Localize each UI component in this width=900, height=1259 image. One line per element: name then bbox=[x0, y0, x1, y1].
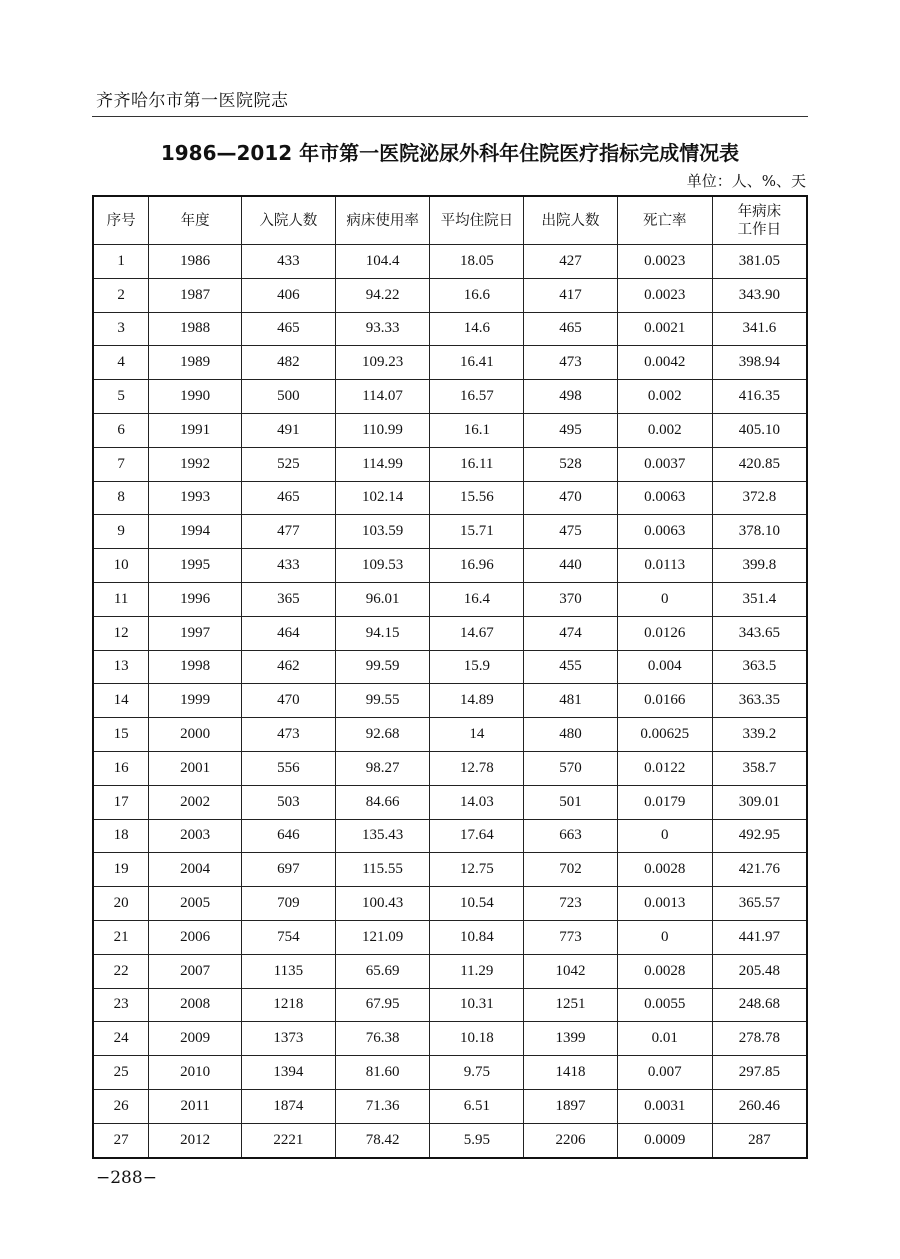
table-cell: 8 bbox=[93, 481, 149, 515]
table-cell: 0.01 bbox=[617, 1022, 712, 1056]
table-row bbox=[93, 751, 807, 785]
table-cell: 1373 bbox=[242, 1022, 336, 1056]
table-cell: 1989 bbox=[149, 346, 242, 380]
table-cell: 3 bbox=[93, 312, 149, 346]
table-cell: 473 bbox=[524, 346, 618, 380]
table-cell: 491 bbox=[242, 413, 336, 447]
table-cell: 103.59 bbox=[335, 515, 430, 549]
table-cell: 2221 bbox=[242, 1123, 336, 1157]
table-cell: 481 bbox=[524, 684, 618, 718]
table-cell: 16.96 bbox=[430, 549, 524, 583]
table-cell: 1998 bbox=[149, 650, 242, 684]
table-cell: 65.69 bbox=[335, 954, 430, 988]
table-cell: 416.35 bbox=[712, 380, 807, 414]
table-cell: 465 bbox=[524, 312, 618, 346]
table-cell: 2003 bbox=[149, 819, 242, 853]
table-cell: 0.0013 bbox=[617, 887, 712, 921]
table-row bbox=[93, 954, 807, 988]
table-cell: 10.54 bbox=[430, 887, 524, 921]
table-cell: 398.94 bbox=[712, 346, 807, 380]
table-cell: 0.002 bbox=[617, 413, 712, 447]
table-cell: 94.22 bbox=[335, 278, 430, 312]
header-rule bbox=[92, 116, 808, 117]
table-row bbox=[93, 582, 807, 616]
table-cell: 99.55 bbox=[335, 684, 430, 718]
table-cell: 205.48 bbox=[712, 954, 807, 988]
table-cell: 11 bbox=[93, 582, 149, 616]
table-cell: 10.31 bbox=[430, 988, 524, 1022]
table-row bbox=[93, 684, 807, 718]
table-cell: 92.68 bbox=[335, 718, 430, 752]
table-row bbox=[93, 819, 807, 853]
table-cell: 10.18 bbox=[430, 1022, 524, 1056]
table-cell: 378.10 bbox=[712, 515, 807, 549]
table-cell: 21 bbox=[93, 920, 149, 954]
table-cell: 477 bbox=[242, 515, 336, 549]
table-cell: 1992 bbox=[149, 447, 242, 481]
table-cell: 0.004 bbox=[617, 650, 712, 684]
table-cell: 1986 bbox=[149, 245, 242, 279]
table-cell: 0.0063 bbox=[617, 515, 712, 549]
table-cell: 16.11 bbox=[430, 447, 524, 481]
table-cell: 16.4 bbox=[430, 582, 524, 616]
table-row bbox=[93, 616, 807, 650]
table-row bbox=[93, 481, 807, 515]
table-cell: 14.6 bbox=[430, 312, 524, 346]
table-cell: 363.35 bbox=[712, 684, 807, 718]
table-cell: 10.84 bbox=[430, 920, 524, 954]
table-cell: 0.0023 bbox=[617, 245, 712, 279]
table-cell: 441.97 bbox=[712, 920, 807, 954]
table-cell: 2007 bbox=[149, 954, 242, 988]
table-cell: 1991 bbox=[149, 413, 242, 447]
column-header: 平均住院日 bbox=[430, 196, 524, 245]
data-table bbox=[92, 195, 808, 1159]
table-cell: 0.0055 bbox=[617, 988, 712, 1022]
table-cell: 260.46 bbox=[712, 1089, 807, 1123]
table-cell: 16.1 bbox=[430, 413, 524, 447]
table-cell: 343.90 bbox=[712, 278, 807, 312]
running-header: 齐齐哈尔市第一医院院志 bbox=[96, 91, 289, 111]
table-cell: 500 bbox=[242, 380, 336, 414]
table-cell: 2 bbox=[93, 278, 149, 312]
table-cell: 709 bbox=[242, 887, 336, 921]
table-cell: 76.38 bbox=[335, 1022, 430, 1056]
table-cell: 12 bbox=[93, 616, 149, 650]
table-cell: 16 bbox=[93, 751, 149, 785]
table-cell: 427 bbox=[524, 245, 618, 279]
table-cell: 0.00625 bbox=[617, 718, 712, 752]
table-cell: 15 bbox=[93, 718, 149, 752]
table-cell: 475 bbox=[524, 515, 618, 549]
table-cell: 0.0037 bbox=[617, 447, 712, 481]
table-row bbox=[93, 988, 807, 1022]
table-cell: 370 bbox=[524, 582, 618, 616]
table-cell: 482 bbox=[242, 346, 336, 380]
table-cell: 2001 bbox=[149, 751, 242, 785]
table-cell: 0.0113 bbox=[617, 549, 712, 583]
table-cell: 1042 bbox=[524, 954, 618, 988]
table-cell: 465 bbox=[242, 481, 336, 515]
table-cell: 0.0023 bbox=[617, 278, 712, 312]
table-cell: 4 bbox=[93, 346, 149, 380]
table-cell: 24 bbox=[93, 1022, 149, 1056]
table-cell: 455 bbox=[524, 650, 618, 684]
table-row bbox=[93, 853, 807, 887]
table-cell: 99.59 bbox=[335, 650, 430, 684]
unit-note: 单位：人、%、天 bbox=[686, 172, 806, 190]
table-cell: 7 bbox=[93, 447, 149, 481]
table-cell: 495 bbox=[524, 413, 618, 447]
table-cell: 0.0028 bbox=[617, 954, 712, 988]
table-cell: 20 bbox=[93, 887, 149, 921]
table-cell: 2010 bbox=[149, 1056, 242, 1090]
table-cell: 13 bbox=[93, 650, 149, 684]
table-row bbox=[93, 346, 807, 380]
table-cell: 0 bbox=[617, 920, 712, 954]
table-cell: 358.7 bbox=[712, 751, 807, 785]
table-cell: 365.57 bbox=[712, 887, 807, 921]
table-cell: 114.99 bbox=[335, 447, 430, 481]
table-cell: 0.0031 bbox=[617, 1089, 712, 1123]
table-cell: 440 bbox=[524, 549, 618, 583]
table-cell: 433 bbox=[242, 549, 336, 583]
table-cell: 773 bbox=[524, 920, 618, 954]
table-cell: 2206 bbox=[524, 1123, 618, 1157]
table-row bbox=[93, 650, 807, 684]
table-cell: 528 bbox=[524, 447, 618, 481]
table-cell: 5 bbox=[93, 380, 149, 414]
table-row bbox=[93, 245, 807, 279]
table-cell: 2004 bbox=[149, 853, 242, 887]
table-cell: 372.8 bbox=[712, 481, 807, 515]
table-cell: 381.05 bbox=[712, 245, 807, 279]
table-cell: 16.6 bbox=[430, 278, 524, 312]
table-body bbox=[93, 245, 807, 1158]
table-cell: 399.8 bbox=[712, 549, 807, 583]
table-cell: 0 bbox=[617, 582, 712, 616]
table-cell: 110.99 bbox=[335, 413, 430, 447]
table-cell: 0.0042 bbox=[617, 346, 712, 380]
table-row bbox=[93, 515, 807, 549]
table-cell: 1218 bbox=[242, 988, 336, 1022]
table-cell: 702 bbox=[524, 853, 618, 887]
table-cell: 16.41 bbox=[430, 346, 524, 380]
table-cell: 556 bbox=[242, 751, 336, 785]
table-cell: 405.10 bbox=[712, 413, 807, 447]
table-cell: 503 bbox=[242, 785, 336, 819]
table-cell: 15.9 bbox=[430, 650, 524, 684]
table-cell: 78.42 bbox=[335, 1123, 430, 1157]
table-cell: 104.4 bbox=[335, 245, 430, 279]
table-cell: 0.007 bbox=[617, 1056, 712, 1090]
table-cell: 23 bbox=[93, 988, 149, 1022]
table-cell: 84.66 bbox=[335, 785, 430, 819]
table-cell: 1418 bbox=[524, 1056, 618, 1090]
column-header: 年病床 工作日 bbox=[712, 196, 807, 245]
table-cell: 12.78 bbox=[430, 751, 524, 785]
column-header: 序号 bbox=[93, 196, 149, 245]
table-cell: 114.07 bbox=[335, 380, 430, 414]
table-cell: 1988 bbox=[149, 312, 242, 346]
table-row bbox=[93, 920, 807, 954]
table-cell: 1997 bbox=[149, 616, 242, 650]
table-cell: 17 bbox=[93, 785, 149, 819]
table-cell: 525 bbox=[242, 447, 336, 481]
table-cell: 406 bbox=[242, 278, 336, 312]
table-cell: 0.0126 bbox=[617, 616, 712, 650]
table-cell: 121.09 bbox=[335, 920, 430, 954]
table-cell: 2005 bbox=[149, 887, 242, 921]
table-cell: 492.95 bbox=[712, 819, 807, 853]
table-cell: 19 bbox=[93, 853, 149, 887]
table-cell: 421.76 bbox=[712, 853, 807, 887]
table-cell: 1990 bbox=[149, 380, 242, 414]
table-cell: 14.89 bbox=[430, 684, 524, 718]
table-cell: 98.27 bbox=[335, 751, 430, 785]
table-cell: 297.85 bbox=[712, 1056, 807, 1090]
table-cell: 18 bbox=[93, 819, 149, 853]
table-cell: 14.03 bbox=[430, 785, 524, 819]
table-cell: 0.0009 bbox=[617, 1123, 712, 1157]
table-cell: 501 bbox=[524, 785, 618, 819]
column-header: 年度 bbox=[149, 196, 242, 245]
table-cell: 462 bbox=[242, 650, 336, 684]
table-cell: 1135 bbox=[242, 954, 336, 988]
table-cell: 570 bbox=[524, 751, 618, 785]
table-cell: 22 bbox=[93, 954, 149, 988]
table-cell: 754 bbox=[242, 920, 336, 954]
table-cell: 339.2 bbox=[712, 718, 807, 752]
table-cell: 12.75 bbox=[430, 853, 524, 887]
table-cell: 71.36 bbox=[335, 1089, 430, 1123]
table-row bbox=[93, 1022, 807, 1056]
table-row bbox=[93, 785, 807, 819]
table-cell: 343.65 bbox=[712, 616, 807, 650]
table-cell: 5.95 bbox=[430, 1123, 524, 1157]
table-cell: 81.60 bbox=[335, 1056, 430, 1090]
table-cell: 433 bbox=[242, 245, 336, 279]
table-cell: 94.15 bbox=[335, 616, 430, 650]
table-title: 1986—2012 年市第一医院泌尿外科年住院医疗指标完成情况表 bbox=[160, 141, 740, 165]
table-cell: 0.0122 bbox=[617, 751, 712, 785]
table-header-row bbox=[93, 196, 807, 245]
table-row bbox=[93, 1123, 807, 1157]
table-row bbox=[93, 549, 807, 583]
table-cell: 96.01 bbox=[335, 582, 430, 616]
table-cell: 470 bbox=[242, 684, 336, 718]
table-cell: 2006 bbox=[149, 920, 242, 954]
table-row bbox=[93, 312, 807, 346]
table-row bbox=[93, 278, 807, 312]
table-cell: 1994 bbox=[149, 515, 242, 549]
table-cell: 16.57 bbox=[430, 380, 524, 414]
table-cell: 697 bbox=[242, 853, 336, 887]
table-row bbox=[93, 1089, 807, 1123]
table-cell: 248.68 bbox=[712, 988, 807, 1022]
table-row bbox=[93, 447, 807, 481]
table-cell: 1 bbox=[93, 245, 149, 279]
table-cell: 1993 bbox=[149, 481, 242, 515]
table-cell: 14.67 bbox=[430, 616, 524, 650]
table-cell: 0.0028 bbox=[617, 853, 712, 887]
table-cell: 1251 bbox=[524, 988, 618, 1022]
table-cell: 93.33 bbox=[335, 312, 430, 346]
table-cell: 351.4 bbox=[712, 582, 807, 616]
table-cell: 464 bbox=[242, 616, 336, 650]
table-cell: 102.14 bbox=[335, 481, 430, 515]
table-cell: 498 bbox=[524, 380, 618, 414]
table-cell: 1987 bbox=[149, 278, 242, 312]
table-cell: 0.0063 bbox=[617, 481, 712, 515]
table-cell: 309.01 bbox=[712, 785, 807, 819]
table-cell: 417 bbox=[524, 278, 618, 312]
table-cell: 2000 bbox=[149, 718, 242, 752]
table-cell: 27 bbox=[93, 1123, 149, 1157]
table-cell: 9 bbox=[93, 515, 149, 549]
table-cell: 287 bbox=[712, 1123, 807, 1157]
table-cell: 0.002 bbox=[617, 380, 712, 414]
table-cell: 278.78 bbox=[712, 1022, 807, 1056]
table-row bbox=[93, 380, 807, 414]
table-cell: 26 bbox=[93, 1089, 149, 1123]
table-row bbox=[93, 718, 807, 752]
table-cell: 1399 bbox=[524, 1022, 618, 1056]
column-header: 入院人数 bbox=[242, 196, 336, 245]
table-cell: 11.29 bbox=[430, 954, 524, 988]
table-row bbox=[93, 1056, 807, 1090]
table-cell: 100.43 bbox=[335, 887, 430, 921]
table-cell: 723 bbox=[524, 887, 618, 921]
table-cell: 1995 bbox=[149, 549, 242, 583]
column-header: 出院人数 bbox=[524, 196, 618, 245]
table-cell: 474 bbox=[524, 616, 618, 650]
column-header: 死亡率 bbox=[617, 196, 712, 245]
table-cell: 15.71 bbox=[430, 515, 524, 549]
table-cell: 0.0166 bbox=[617, 684, 712, 718]
table-cell: 2002 bbox=[149, 785, 242, 819]
table-cell: 1874 bbox=[242, 1089, 336, 1123]
table-cell: 14 bbox=[430, 718, 524, 752]
table-cell: 0.0179 bbox=[617, 785, 712, 819]
table-cell: 1897 bbox=[524, 1089, 618, 1123]
table-cell: 6 bbox=[93, 413, 149, 447]
table-cell: 135.43 bbox=[335, 819, 430, 853]
table-cell: 1996 bbox=[149, 582, 242, 616]
table-cell: 363.5 bbox=[712, 650, 807, 684]
table-row bbox=[93, 887, 807, 921]
table-cell: 470 bbox=[524, 481, 618, 515]
table-row bbox=[93, 413, 807, 447]
table-cell: 480 bbox=[524, 718, 618, 752]
table-cell: 67.95 bbox=[335, 988, 430, 1022]
table-cell: 2011 bbox=[149, 1089, 242, 1123]
table-cell: 9.75 bbox=[430, 1056, 524, 1090]
page-number: −288− bbox=[96, 1168, 157, 1188]
table-cell: 663 bbox=[524, 819, 618, 853]
table-cell: 1999 bbox=[149, 684, 242, 718]
table-cell: 25 bbox=[93, 1056, 149, 1090]
table-cell: 109.53 bbox=[335, 549, 430, 583]
table-cell: 473 bbox=[242, 718, 336, 752]
table-cell: 109.23 bbox=[335, 346, 430, 380]
table-cell: 0.0021 bbox=[617, 312, 712, 346]
table-cell: 2012 bbox=[149, 1123, 242, 1157]
table-cell: 2009 bbox=[149, 1022, 242, 1056]
table-cell: 10 bbox=[93, 549, 149, 583]
column-header: 病床使用率 bbox=[335, 196, 430, 245]
table-cell: 0 bbox=[617, 819, 712, 853]
table-cell: 15.56 bbox=[430, 481, 524, 515]
table-cell: 465 bbox=[242, 312, 336, 346]
table-cell: 18.05 bbox=[430, 245, 524, 279]
table-cell: 420.85 bbox=[712, 447, 807, 481]
table-cell: 2008 bbox=[149, 988, 242, 1022]
table-cell: 17.64 bbox=[430, 819, 524, 853]
table-cell: 341.6 bbox=[712, 312, 807, 346]
table-cell: 365 bbox=[242, 582, 336, 616]
table-cell: 14 bbox=[93, 684, 149, 718]
table-cell: 6.51 bbox=[430, 1089, 524, 1123]
table-cell: 646 bbox=[242, 819, 336, 853]
table-cell: 115.55 bbox=[335, 853, 430, 887]
table-cell: 1394 bbox=[242, 1056, 336, 1090]
